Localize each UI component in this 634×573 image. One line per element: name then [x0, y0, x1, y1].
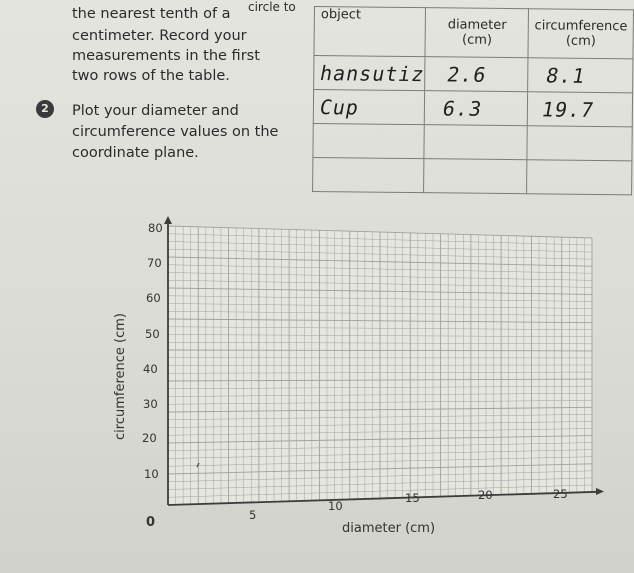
handwritten-diameter-1: 2.6: [445, 61, 489, 87]
step-2-badge: 2: [36, 100, 54, 118]
header-object: object: [314, 7, 426, 57]
instruction-line-1: the nearest tenth of a: [72, 6, 231, 22]
y-axis-arrow: [164, 216, 172, 224]
y-tick-label: 30: [143, 397, 158, 411]
y-tick-label: 70: [147, 256, 162, 270]
step2-line-3: coordinate plane.: [72, 145, 199, 161]
instruction-line-3: measurements in the first: [72, 48, 260, 64]
step2-line-1: Plot your diameter and: [72, 103, 239, 119]
handwritten-diameter-2: 6.3: [441, 95, 485, 121]
y-tick-label: 60: [146, 291, 161, 305]
handwritten-circumference-1: 8.1: [544, 62, 589, 88]
x-tick-label: 25: [553, 487, 568, 501]
y-axis-tick-labels: [142, 221, 163, 481]
x-axis-label: diameter (cm): [342, 521, 436, 536]
step2-line-2: circumference values on the: [72, 124, 279, 140]
y-axis-label: circumference (cm): [113, 313, 128, 440]
y-tick-label: 20: [142, 431, 157, 445]
x-tick-label: 20: [478, 488, 493, 502]
y-tick-label: 50: [145, 327, 160, 341]
x-tick-label: 15: [405, 491, 420, 505]
y-tick-label: 10: [144, 467, 159, 481]
handwritten-object-2: Cup: [317, 94, 362, 119]
handwritten-object-1: hansutiz: [318, 60, 427, 86]
x-tick-label: 5: [249, 508, 257, 522]
instruction-cut-text: circle to: [248, 0, 296, 14]
x-tick-label: 10: [328, 499, 343, 513]
origin-label: 0: [146, 515, 156, 530]
x-axis-arrow: [596, 488, 604, 495]
y-tick-label: 40: [143, 362, 158, 376]
handwritten-circumference-2: 19.7: [540, 96, 597, 122]
y-tick-label: 80: [148, 221, 163, 235]
header-diameter: diameter (cm): [425, 8, 529, 58]
header-circumference: circumference (cm): [528, 9, 633, 59]
instruction-line-4: two rows of the table.: [72, 68, 230, 84]
instruction-line-2: centimeter. Record your: [72, 28, 247, 44]
